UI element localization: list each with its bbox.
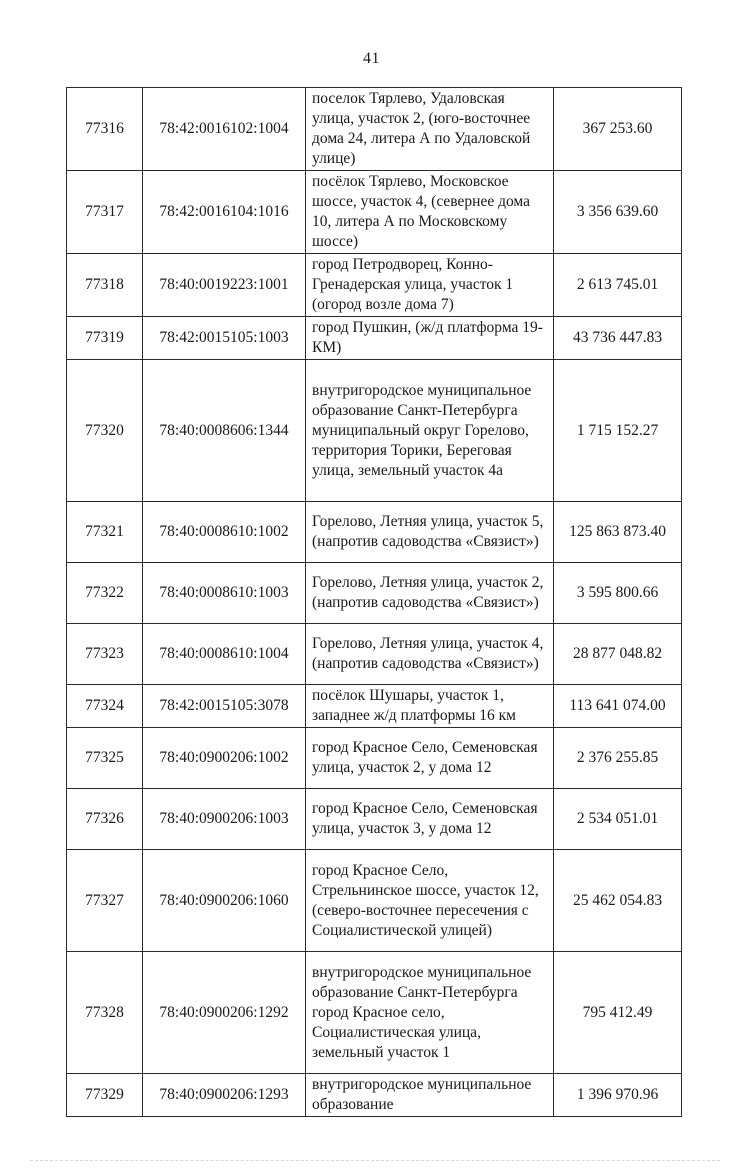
page-number: 41 xyxy=(363,50,380,67)
cadastral-value-cell: 125 863 873.40 xyxy=(554,502,682,563)
cadastral-value-cell: 1 715 152.27 xyxy=(554,360,682,502)
cadastral-number-cell: 78:40:0008606:1344 xyxy=(143,360,306,502)
cadastral-number-cell: 78:40:0900206:1060 xyxy=(143,850,306,952)
address-cell: город Красное Село, Стрельнинское шоссе, участок 12, (северо-восточнее пересечения с Социалистической улицей) xyxy=(306,850,554,952)
table-row xyxy=(67,728,682,789)
cadastral-number-cell: 78:40:0900206:1002 xyxy=(143,728,306,789)
row-number-cell: 77319 xyxy=(67,317,143,360)
table-row xyxy=(67,789,682,850)
cadastral-value-cell: 25 462 054.83 xyxy=(554,850,682,952)
cadastral-number-cell: 78:42:0015105:3078 xyxy=(143,685,306,728)
table-row xyxy=(67,88,682,171)
row-number-cell: 77320 xyxy=(67,360,143,502)
row-number-cell: 77324 xyxy=(67,685,143,728)
address-cell: город Красное Село, Семеновская улица, участок 2, у дома 12 xyxy=(306,728,554,789)
table-row xyxy=(67,685,682,728)
address-cell: город Пушкин, (ж/д платформа 19-КМ) xyxy=(306,317,554,360)
address-cell: Горелово, Летняя улица, участок 2, (напротив садоводства «Связист») xyxy=(306,563,554,624)
cadastral-number-cell: 78:40:0019223:1001 xyxy=(143,254,306,317)
cadastral-value-cell: 2 376 255.85 xyxy=(554,728,682,789)
row-number-cell: 77326 xyxy=(67,789,143,850)
row-number-cell: 77322 xyxy=(67,563,143,624)
table-row xyxy=(67,563,682,624)
address-cell: посёлок Тярлево, Московское шоссе, участок 4, (севернее дома 10, литера А по Московскому шоссе) xyxy=(306,171,554,254)
row-number-cell: 77329 xyxy=(67,1074,143,1117)
table-row xyxy=(67,1074,682,1117)
table-row xyxy=(67,952,682,1074)
row-number-cell: 77318 xyxy=(67,254,143,317)
cadastral-value-cell: 2 534 051.01 xyxy=(554,789,682,850)
address-cell: внутригородское муниципальное образование xyxy=(306,1074,554,1117)
address-cell: город Красное Село, Семеновская улица, участок 3, у дома 12 xyxy=(306,789,554,850)
address-cell: Горелово, Летняя улица, участок 4, (напротив садоводства «Связист») xyxy=(306,624,554,685)
cadastral-number-cell: 78:40:0900206:1292 xyxy=(143,952,306,1074)
cadastral-number-cell: 78:40:0008610:1002 xyxy=(143,502,306,563)
cadastral-value-cell: 43 736 447.83 xyxy=(554,317,682,360)
cadastral-value-cell: 3 356 639.60 xyxy=(554,171,682,254)
row-number-cell: 77321 xyxy=(67,502,143,563)
scan-edge-divider xyxy=(30,1160,720,1161)
address-cell: поселок Тярлево, Удаловская улица, участок 2, (юго-восточнее дома 24, литера А по Удаловской улице) xyxy=(306,88,554,171)
cadastral-value-cell: 2 613 745.01 xyxy=(554,254,682,317)
cadastral-value-cell: 1 396 970.96 xyxy=(554,1074,682,1117)
cadastral-value-table xyxy=(66,87,682,1117)
cadastral-number-cell: 78:40:0900206:1003 xyxy=(143,789,306,850)
address-cell: внутригородское муниципальное образование Санкт-Петербурга муниципальный округ Горелово, территория Торики, Береговая улица, земельный участок 4а xyxy=(306,360,554,502)
cadastral-value-cell: 3 595 800.66 xyxy=(554,563,682,624)
table-row xyxy=(67,317,682,360)
cadastral-number-cell: 78:40:0900206:1293 xyxy=(143,1074,306,1117)
row-number-cell: 77323 xyxy=(67,624,143,685)
table-row xyxy=(67,624,682,685)
cadastral-number-cell: 78:42:0016104:1016 xyxy=(143,171,306,254)
table-row xyxy=(67,254,682,317)
cadastral-number-cell: 78:42:0015105:1003 xyxy=(143,317,306,360)
cadastral-number-cell: 78:40:0008610:1003 xyxy=(143,563,306,624)
table-row xyxy=(67,850,682,952)
row-number-cell: 77327 xyxy=(67,850,143,952)
address-cell: Горелово, Летняя улица, участок 5, (напротив садоводства «Связист») xyxy=(306,502,554,563)
row-number-cell: 77317 xyxy=(67,171,143,254)
cadastral-value-cell: 113 641 074.00 xyxy=(554,685,682,728)
cadastral-number-cell: 78:40:0008610:1004 xyxy=(143,624,306,685)
row-number-cell: 77316 xyxy=(67,88,143,171)
table-row xyxy=(67,360,682,502)
table-row xyxy=(67,171,682,254)
address-cell: посёлок Шушары, участок 1, западнее ж/д платформы 16 км xyxy=(306,685,554,728)
address-cell: город Петродворец, Конно-Гренадерская улица, участок 1 (огород возле дома 7) xyxy=(306,254,554,317)
cadastral-value-cell: 28 877 048.82 xyxy=(554,624,682,685)
row-number-cell: 77325 xyxy=(67,728,143,789)
address-cell: внутригородское муниципальное образование Санкт-Петербурга город Красное село, Социалистическая улица, земельный участок 1 xyxy=(306,952,554,1074)
cadastral-value-cell: 367 253.60 xyxy=(554,88,682,171)
row-number-cell: 77328 xyxy=(67,952,143,1074)
cadastral-number-cell: 78:42:0016102:1004 xyxy=(143,88,306,171)
table-row xyxy=(67,502,682,563)
cadastral-value-cell: 795 412.49 xyxy=(554,952,682,1074)
